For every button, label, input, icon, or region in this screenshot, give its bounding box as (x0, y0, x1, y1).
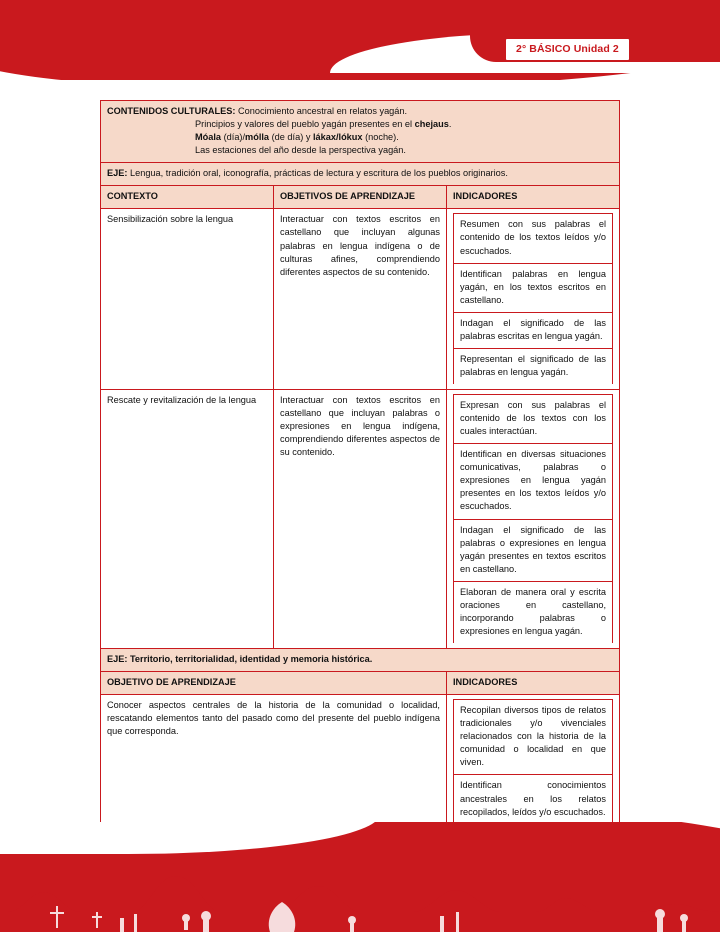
list-item (454, 395, 613, 444)
cultural-contents-text-3a: (día)/ (221, 132, 246, 143)
table1-row1-indicator-list (453, 213, 613, 384)
axis-2-row (101, 649, 620, 672)
axis-2-cell (101, 649, 620, 672)
axis-2-label: EJE: (107, 654, 128, 664)
cultural-contents-term-chejaus: chejaus (414, 119, 449, 130)
document-body (100, 100, 620, 902)
cultural-contents-line-1 (107, 105, 613, 118)
table-row (101, 390, 620, 649)
page-footer (0, 822, 720, 932)
list-item (454, 775, 613, 824)
table1-row1-contexto: Sensibilización sobre la lengua (101, 209, 274, 390)
curriculum-table (100, 100, 620, 902)
indicator-text: Elaboran de manera oral y escrita oraciones en castellano, incorporando palabras o expresiones en lengua yagán. (454, 581, 613, 643)
cultural-contents-cell (101, 101, 620, 163)
axis-1-cell (101, 163, 620, 186)
cultural-contents-text-2a: Principios y valores del pueblo yagán presentes en el (195, 119, 415, 130)
cultural-contents-term-lakax-lokux: lákax/lókux (312, 132, 363, 143)
list-item (454, 444, 613, 519)
list-item (454, 348, 613, 384)
cultural-contents-text-2b: . (448, 119, 452, 130)
indicator-text: Indagan el significado de las palabras escritas en lengua yagán. (454, 312, 613, 348)
axis-1-row (101, 163, 620, 186)
cultural-contents-text-3c: (noche). (362, 132, 399, 143)
indicator-text: Identifican palabras en lengua yagán, en los textos escritos en castellano. (454, 263, 613, 312)
header-rule (150, 44, 280, 47)
indicator-text: Expresan con sus palabras el contenido de los textos con los cuales interactúan. (454, 395, 613, 444)
indicator-text: Identifican en diversas situaciones comunicativas, palabras o expresiones en lengua yagán presentes en los textos leídos y/o escuchados. (454, 444, 613, 519)
table1-header-row (101, 186, 620, 209)
cultural-contents-text-1: Conocimiento ancestral en relatos yagán. (238, 106, 408, 116)
table1-header-objetivos: OBJETIVOS DE APRENDIZAJE (274, 186, 447, 209)
table2-header-row (101, 672, 620, 695)
table2-header-indicadores: INDICADORES (447, 672, 620, 695)
axis-1-label: EJE: (107, 168, 128, 179)
table1-row2-contexto: Rescate y revitalización de la lengua (101, 390, 274, 649)
table1-row1-objetivo: Interactuar con textos escritos en castellano que incluyan algunas palabras en lengua indígena o de culturas afines, comprendiendo diferentes aspectos de su contenido. (274, 209, 447, 390)
cultural-contents-text-3b: (de día) y (269, 132, 313, 143)
cultural-contents-line-3 (107, 131, 613, 144)
indicator-text: Resumen con sus palabras el contenido de los textos leídos y/o escuchados. (454, 214, 613, 263)
cultural-contents-term-molla: mólla (245, 132, 270, 143)
indicator-text: Representan el significado de las palabras en lengua yagán. (454, 348, 613, 384)
table-row (101, 209, 620, 390)
table1-row2-indicadores (447, 390, 620, 649)
list-item (454, 519, 613, 581)
list-item (454, 263, 613, 312)
cultural-contents-label: CONTENIDOS CULTURALES: (107, 106, 236, 116)
indicator-text: Identifican conocimientos ancestrales en los relatos recopilados, leídos y/o escuchados. (454, 775, 613, 824)
list-item (454, 581, 613, 643)
list-item (454, 214, 613, 263)
list-item (454, 312, 613, 348)
table1-row2-objetivo: Interactuar con textos escritos en castellano que incluyan palabras o expresiones en lengua indígena, comprendiendo diferentes aspectos de su contenido. (274, 390, 447, 649)
table2-objetivo: Conocer aspectos centrales de la historia de la comunidad o localidad, rescatando elementos tanto del pasado como del presente del pueblo indígena que corresponda. (101, 695, 447, 879)
cultural-contents-line-4: Las estaciones del año desde la perspectiva yagán. (195, 145, 406, 156)
axis-2-text: Territorio, territorialidad, identidad y memoria histórica. (127, 654, 373, 664)
landscape-silhouette-icon (0, 846, 720, 932)
table1-row1-indicadores (447, 209, 620, 390)
indicator-text: Indagan el significado de las palabras o expresiones en lengua yagán presentes en textos escritos en castellano. (454, 519, 613, 581)
page-header (0, 0, 720, 80)
table1-row2-indicator-list (453, 394, 613, 643)
unit-badge: 2° BÁSICO Unidad 2 (505, 38, 630, 61)
indicator-text: Recopilan diversos tipos de relatos tradicionales y/o vivenciales relacionados con la historia de la comunidad o localidad en que viven. (454, 700, 613, 775)
list-item (454, 700, 613, 775)
table1-header-indicadores: INDICADORES (447, 186, 620, 209)
table2-header-objetivo: OBJETIVO DE APRENDIZAJE (101, 672, 447, 695)
table1-header-contexto: CONTEXTO (101, 186, 274, 209)
cultural-contents-term-moala: Móala (195, 132, 222, 143)
axis-1-text: Lengua, tradición oral, iconografía, prácticas de lectura y escritura de los pueblos originarios. (127, 168, 508, 179)
cultural-contents-line-2 (107, 118, 613, 131)
cultural-contents-row (101, 101, 620, 163)
